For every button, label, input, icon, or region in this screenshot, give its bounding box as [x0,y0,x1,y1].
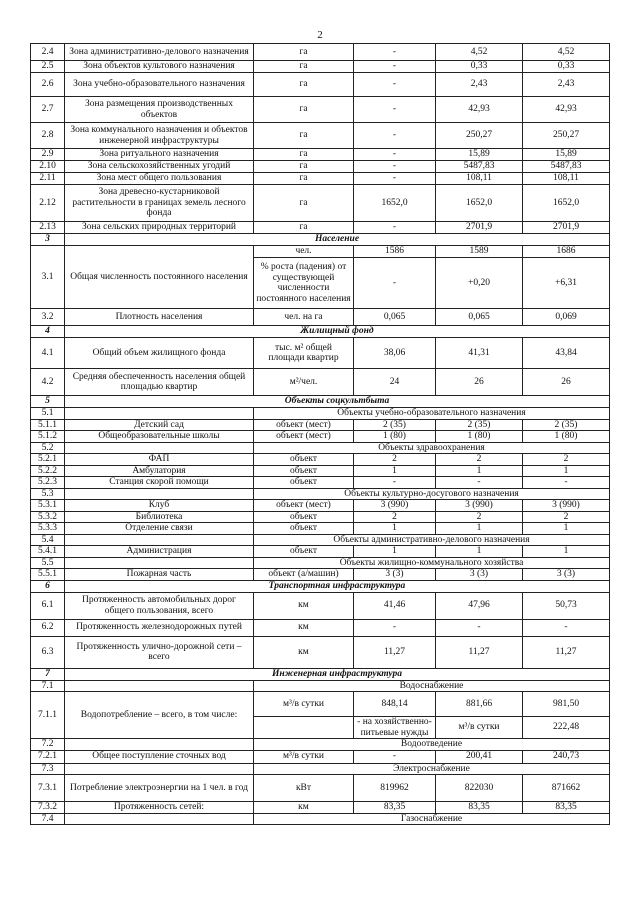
table-row [31,185,610,222]
unit-cell: объект (мест) [254,419,354,431]
unit-cell: га [254,161,354,173]
blank-cell [65,557,254,569]
value-stage-1: - [436,619,523,636]
unit-cell: га [254,73,354,97]
row-number: 2.6 [31,73,65,97]
indicator-name: ФАП [65,454,254,466]
value-stage-1: 881,66 [436,692,523,717]
subsection-title: Водоснабжение [254,680,610,692]
indicator-name: Зона древесно-кустарниковой растительности в границах земель лесного фонда [65,185,254,222]
blank-cell [65,488,254,500]
value-stage-2: 1 [523,465,610,477]
table-row [31,73,610,97]
value-stage-1: 11,27 [436,636,523,668]
section-title: Население [65,234,610,246]
indicator-name: Общее поступление сточных вод [65,750,254,763]
value-stage-1: 2 [436,511,523,523]
row-number: 6.3 [31,636,65,668]
value-stage-2: 83,35 [523,802,610,814]
unit-cell: га [254,61,354,73]
value-stage-1: +0,20 [436,258,523,309]
value-existing: 1 [354,465,436,477]
value-stage-2: 250,27 [523,123,610,149]
row-number: 7.1 [31,680,65,692]
row-number: 5.2 [31,442,65,454]
indicator-name: Протяженность улично-дорожной сети – всего [65,636,254,668]
indicator-name: Станция скорой помощи [65,477,254,489]
value-stage-1: 41,31 [436,338,523,369]
blank-cell [65,739,254,751]
indicator-name: Общеобразовательные школы [65,431,254,443]
value-existing: 1652,0 [354,185,436,222]
row-number: 4 [31,326,65,338]
section-header-row [31,326,610,338]
unit-cell: га [254,149,354,161]
subsection-row [31,813,610,825]
value-stage-1: 1 (80) [436,431,523,443]
value-existing: 1 [354,523,436,535]
blank-cell [65,408,254,420]
row-number: 3.2 [31,309,65,326]
value-existing: 1586 [354,246,436,258]
value-existing: 819962 [354,775,436,802]
value-existing: 3 (990) [354,500,436,512]
unit-cell: м²/чел. [254,369,354,396]
value-stage-2: 240,73 [523,750,610,763]
value-stage-2: 42,93 [523,97,610,123]
value-stage-2: 1686 [523,246,610,258]
row-number: 5.2.3 [31,477,65,489]
indicator-name: Зона административно-делового назначения [65,44,254,61]
value-existing: - [354,161,436,173]
table-row [31,500,610,512]
table-row [31,523,610,535]
table-row [31,44,610,61]
page-number: 2 [317,29,323,41]
unit-cell: га [254,222,354,234]
row-number: 5.5.1 [31,569,65,581]
row-number: 7.2.1 [31,750,65,763]
value-existing: 2 (35) [354,419,436,431]
value-existing: - [354,222,436,234]
row-number: 5.4 [31,534,65,546]
value-existing: 1 (80) [354,431,436,443]
value-existing: 38,06 [354,338,436,369]
indicator-name: Зона сельскохозяйственных угодий [65,161,254,173]
indicator-name: Зона размещения производственных объектов [65,97,254,123]
value-stage-2: 2701,9 [523,222,610,234]
indicator-name: Потребление электроэнергии на 1 чел. в год [65,775,254,802]
table-row [31,161,610,173]
value-stage-1: 1589 [436,246,523,258]
row-number [254,717,354,739]
value-stage-1: 108,11 [436,173,523,185]
value-stage-1: 4,52 [436,44,523,61]
subsection-title: Объекты культурно-досугового назначения [254,488,610,500]
indicator-name: Зона учебно-образовательного назначения [65,73,254,97]
value-stage-1: 83,35 [436,802,523,814]
value-stage-1: - [436,477,523,489]
value-stage-1: 3 (3) [436,569,523,581]
unit-cell: объект (а/машин) [254,569,354,581]
row-number: 5.4.1 [31,546,65,558]
indicator-name: Общая численность постоянного населения [65,246,254,309]
table-row [31,419,610,431]
unit-cell: га [254,97,354,123]
value-stage-1: 200,41 [436,750,523,763]
value-stage-2: 2 [523,511,610,523]
indicator-name: Зона объектов культового назначения [65,61,254,73]
value-existing: - [354,173,436,185]
unit-cell: объект [254,454,354,466]
row-number: 2.12 [31,185,65,222]
subsection-row [31,557,610,569]
indicator-name: - на хозяйственно-питьевые нужды [354,717,436,739]
section-title: Объекты соцкультбыта [65,396,610,408]
row-number: 5.5 [31,557,65,569]
value-stage-2: 2 (35) [523,419,610,431]
indicator-name: Зона мест общего пользования [65,173,254,185]
unit-cell: чел. [254,246,354,258]
table-row [31,511,610,523]
unit-cell: км [254,619,354,636]
indicator-name: Администрация [65,546,254,558]
indicator-name: Водопотребление – всего, в том числе: [65,692,254,739]
blank-cell [65,534,254,546]
value-stage-1: 42,93 [436,97,523,123]
table-row [31,619,610,636]
subsection-title: Объекты жилищно-коммунального хозяйства [254,557,610,569]
value-stage-2: 4,52 [523,44,610,61]
unit-cell: объект (мест) [254,431,354,443]
value-existing: 83,35 [354,802,436,814]
value-existing: - [354,73,436,97]
indicator-name: Протяженность автомобильных дорог общего пользования, всего [65,592,254,619]
table-row [31,338,610,369]
table-row [31,750,610,763]
value-stage-1: 47,96 [436,592,523,619]
blank-cell [65,813,254,825]
subsection-row [31,680,610,692]
subsection-row [31,739,610,751]
value-existing: 3 (3) [354,569,436,581]
value-stage-1: 2 [436,454,523,466]
value-stage-2: 1 [523,523,610,535]
value-stage-1: 3 (990) [436,500,523,512]
section-header-row [31,668,610,680]
row-number: 5.1.2 [31,431,65,443]
table-row [31,775,610,802]
table-row [31,246,610,258]
unit-cell: м³/в сутки [254,750,354,763]
row-number: 5.3.2 [31,511,65,523]
row-number: 5 [31,396,65,408]
value-stage-2: 5487,83 [523,161,610,173]
value-stage-1: 822030 [436,775,523,802]
value-existing: 24 [354,369,436,396]
row-number: 5.3 [31,488,65,500]
value-stage-2: 11,27 [523,636,610,668]
row-number: 7.4 [31,813,65,825]
section-header-row [31,234,610,246]
value-existing: - [354,123,436,149]
row-number: 7 [31,668,65,680]
row-number: 6.2 [31,619,65,636]
subsection-title: Объекты здравоохранения [254,442,610,454]
row-number: 7.1.1 [31,692,65,739]
table-row [31,97,610,123]
value-stage-2: 3 (3) [523,569,610,581]
row-number: 7.3.1 [31,775,65,802]
indicators-table-body [31,44,610,825]
value-stage-2: 1652,0 [523,185,610,222]
value-stage-1: 2 (35) [436,419,523,431]
value-existing: 222,48 [523,717,610,739]
indicator-name: Библиотека [65,511,254,523]
unit-cell: км [254,802,354,814]
unit-cell: % роста (падения) от существующей численности постоянного населения [254,258,354,309]
subsection-row [31,442,610,454]
value-stage-1: 0,065 [436,309,523,326]
row-number: 4.1 [31,338,65,369]
row-number: 5.2.2 [31,465,65,477]
value-existing: 1 [354,546,436,558]
subsection-row [31,488,610,500]
section-title: Жилищный фонд [65,326,610,338]
row-number: 7.3 [31,763,65,775]
row-number: 5.1.1 [31,419,65,431]
value-stage-2: 1 [523,546,610,558]
unit-cell: объект [254,546,354,558]
value-stage-2: 1 (80) [523,431,610,443]
value-stage-2: 15,89 [523,149,610,161]
value-existing: - [354,750,436,763]
row-number: 2.10 [31,161,65,173]
table-row [31,546,610,558]
indicator-name: Зона сельских природных территорий [65,222,254,234]
value-stage-2: 50,73 [523,592,610,619]
row-number: 4.2 [31,369,65,396]
value-stage-2: 2 [523,454,610,466]
table-row [31,369,610,396]
subsection-title: Водоотведение [254,739,610,751]
table-row [31,222,610,234]
section-title: Транспортная инфраструктура [65,580,610,592]
subsection-title: Объекты административно-делового назначения [254,534,610,546]
table-row [31,477,610,489]
unit-cell: кВт [254,775,354,802]
row-number: 7.3.2 [31,802,65,814]
subsection-title: Электроснабжение [254,763,610,775]
indicator-name: Детский сад [65,419,254,431]
value-stage-1: 26 [436,369,523,396]
unit-cell: га [254,185,354,222]
row-number: 5.2.1 [31,454,65,466]
indicator-name: Средняя обеспеченность населения общей площадью квартир [65,369,254,396]
value-stage-1: 0,33 [436,61,523,73]
indicator-name: Отделение связи [65,523,254,535]
indicators-table [30,43,610,825]
unit-cell: объект [254,477,354,489]
table-row [31,431,610,443]
value-stage-2: 0,33 [523,61,610,73]
value-stage-2: 26 [523,369,610,396]
row-number: 2.4 [31,44,65,61]
row-number: 2.11 [31,173,65,185]
value-existing: - [354,477,436,489]
value-stage-1: 1652,0 [436,185,523,222]
value-stage-2: 43,84 [523,338,610,369]
subsection-title: Газоснабжение [254,813,610,825]
unit-cell: га [254,123,354,149]
indicator-name: Зона коммунального назначения и объектов инженерной инфраструктуры [65,123,254,149]
table-row [31,309,610,326]
value-existing: 41,46 [354,592,436,619]
value-stage-1: 1 [436,523,523,535]
indicator-name: Пожарная часть [65,569,254,581]
indicator-name: Амбулатория [65,465,254,477]
value-existing: 0,065 [354,309,436,326]
value-existing: 2 [354,511,436,523]
unit-cell: объект [254,523,354,535]
table-row [31,802,610,814]
row-number: 2.13 [31,222,65,234]
table-row [31,569,610,581]
value-stage-1: 15,89 [436,149,523,161]
value-stage-2: - [523,477,610,489]
value-stage-1: 2,43 [436,73,523,97]
value-existing: 11,27 [354,636,436,668]
value-stage-1: 2701,9 [436,222,523,234]
row-number: 2.5 [31,61,65,73]
value-stage-2: 871662 [523,775,610,802]
value-stage-1: 5487,83 [436,161,523,173]
subsection-row [31,763,610,775]
section-header-row [31,580,610,592]
section-title: Инженерная инфраструктура [65,668,610,680]
indicator-name: Зона ритуального назначения [65,149,254,161]
table-row [31,465,610,477]
value-existing: - [354,97,436,123]
table-row [31,123,610,149]
value-stage-1: 1 [436,546,523,558]
unit-cell: объект [254,511,354,523]
row-number: 5.3.3 [31,523,65,535]
unit-cell: км [254,636,354,668]
indicator-name: Клуб [65,500,254,512]
value-existing: 848,14 [354,692,436,717]
table-row [31,592,610,619]
value-stage-2: +6,31 [523,258,610,309]
table-row [31,692,610,717]
row-number: 2.7 [31,97,65,123]
unit-cell: га [254,44,354,61]
value-existing: 2 [354,454,436,466]
value-existing: - [354,61,436,73]
row-number: 5.1 [31,408,65,420]
value-stage-2: 2,43 [523,73,610,97]
row-number: 3 [31,234,65,246]
row-number: 7.2 [31,739,65,751]
table-row [31,149,610,161]
indicator-name: Общий объем жилищного фонда [65,338,254,369]
section-header-row [31,396,610,408]
table-row [31,454,610,466]
row-number: 6 [31,580,65,592]
table-row [31,61,610,73]
value-stage-2: - [523,619,610,636]
indicator-name: Плотность населения [65,309,254,326]
value-stage-2: 981,50 [523,692,610,717]
subsection-title: Объекты учебно-образовательного назначения [254,408,610,420]
unit-cell: чел. на га [254,309,354,326]
value-stage-2: 108,11 [523,173,610,185]
row-number: 2.9 [31,149,65,161]
indicator-name: Протяженность железнодорожных путей [65,619,254,636]
table-row [31,173,610,185]
value-stage-1: 1 [436,465,523,477]
row-number: 5.3.1 [31,500,65,512]
value-stage-2: 3 (990) [523,500,610,512]
value-existing: - [354,44,436,61]
indicator-name: Протяженность сетей: [65,802,254,814]
value-stage-2: 0,069 [523,309,610,326]
value-stage-1: 250,27 [436,123,523,149]
unit-cell: объект (мест) [254,500,354,512]
blank-cell [65,763,254,775]
value-existing: - [354,258,436,309]
value-existing: - [354,149,436,161]
blank-cell [65,680,254,692]
subsection-row [31,534,610,546]
blank-cell [65,442,254,454]
row-number: 2.8 [31,123,65,149]
value-existing: - [354,619,436,636]
row-number: 3.1 [31,246,65,309]
unit-cell: га [254,173,354,185]
unit-cell: тыс. м² общей площади квартир [254,338,354,369]
table-row [31,636,610,668]
row-number: 6.1 [31,592,65,619]
unit-cell: км [254,592,354,619]
unit-cell: объект [254,465,354,477]
unit-cell: м³/в сутки [436,717,523,739]
subsection-row [31,408,610,420]
unit-cell: м³/в сутки [254,692,354,717]
